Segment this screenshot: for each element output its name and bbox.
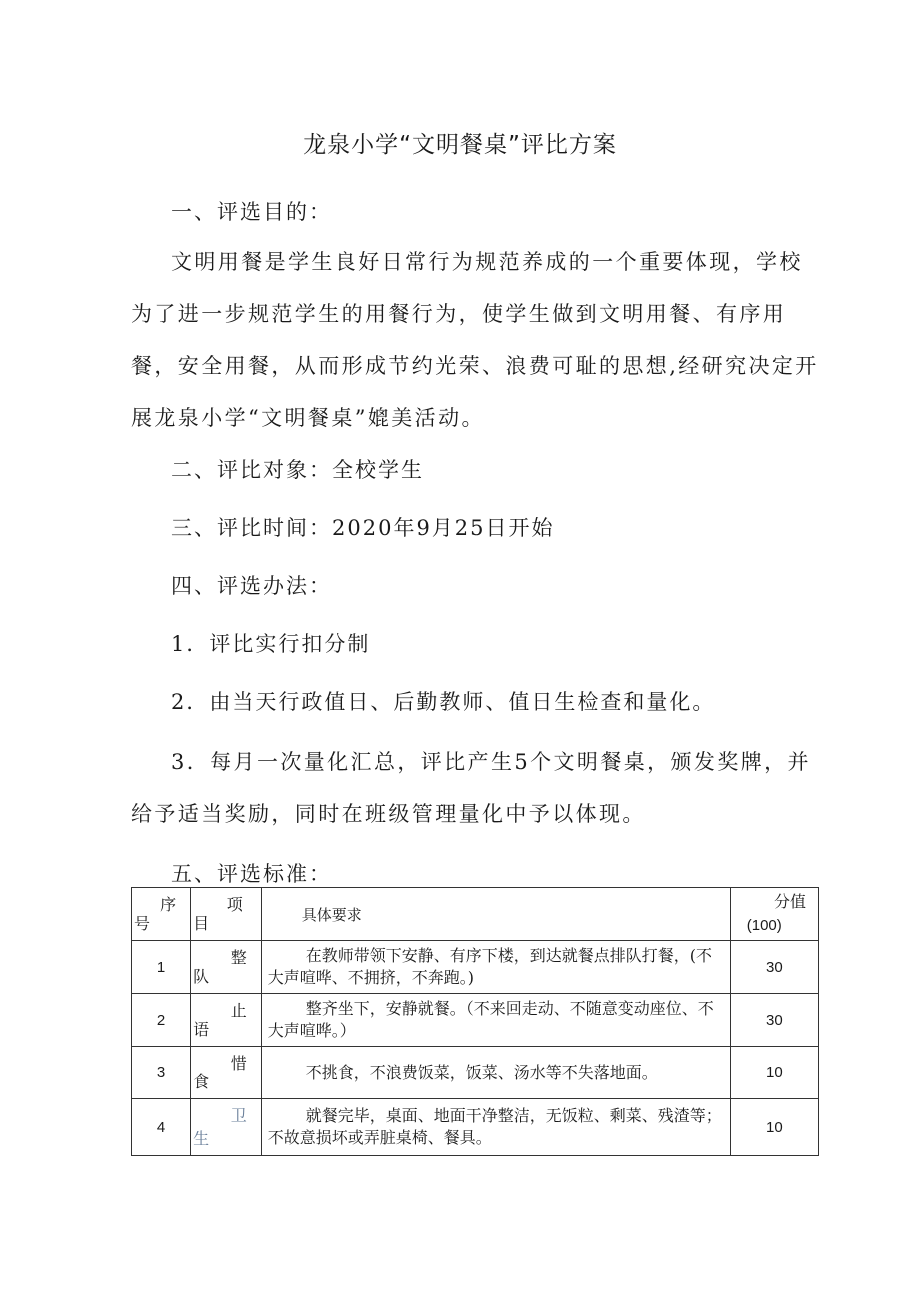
header-score-cell (730, 888, 818, 941)
row-no: 4 (132, 1099, 191, 1156)
row-item-bottom: 语 (193, 1020, 210, 1039)
section-1-body: 文明用餐是学生良好日常行为规范养成的一个重要体现，学校为了进一步规范学生的用餐行为，使学生做到文明用餐、有序用餐，安全用餐，从而形成节约光荣、浪费可耻的思想,经研究决定开展龙泉小学“文明餐桌”媲美活动。 (131, 250, 819, 430)
header-item-cell (191, 888, 262, 941)
header-req: 具体要求 (261, 888, 730, 941)
section-1-heading: 一、评选目的： (171, 200, 332, 224)
row-item-top: 止 (230, 1001, 247, 1020)
row-req: 不挑食，不浪费饭菜，饭菜、汤水等不失落地面。 (261, 1047, 730, 1099)
row-no: 2 (132, 994, 191, 1047)
row-item-top: 惜 (230, 1054, 247, 1073)
row-no: 3 (132, 1047, 191, 1099)
header-seq-top: 序 (160, 895, 177, 914)
row-item-cell (191, 1047, 262, 1099)
section-2: 二、评比对象：全校学生 (171, 458, 424, 482)
row-req: 在教师带领下安静、有序下楼，到达就餐点排队打餐，(不大声喧哗、不拥挤，不奔跑。) (261, 941, 730, 994)
row-item-bottom: 生 (193, 1129, 210, 1148)
header-item-bottom: 目 (193, 914, 210, 933)
section-3: 三、评比时间：2020年9月25日开始 (171, 516, 555, 540)
row-req: 就餐完毕，桌面、地面干净整洁，无饭粒、剩菜、残渣等；不故意损坏或弄脏桌椅、餐具。 (261, 1099, 730, 1156)
header-seq-cell (132, 888, 191, 941)
row-item-cell (191, 1099, 262, 1156)
page-title: 龙泉小学“文明餐桌”评比方案 (303, 132, 617, 158)
header-score-bottom: (100) (746, 917, 782, 934)
row-item-bottom: 食 (193, 1072, 210, 1091)
row-score: 10 (730, 1047, 818, 1099)
row-score: 30 (730, 994, 818, 1047)
table-row (132, 1047, 819, 1099)
table-row (132, 941, 819, 994)
table-row (132, 1099, 819, 1156)
row-score: 30 (730, 941, 818, 994)
header-item-top: 项 (226, 895, 243, 914)
row-item-top: 卫 (230, 1106, 247, 1125)
section-4-heading: 四、评选办法： (171, 574, 332, 598)
header-score-top: 分值 (773, 892, 806, 911)
row-no: 1 (132, 941, 191, 994)
row-item-bottom: 队 (193, 967, 210, 986)
row-item-top: 整 (230, 948, 247, 967)
table-header-row (132, 888, 819, 941)
method-item-3: 3．每月一次量化汇总，评比产生5个文明餐桌，颁发奖牌，并给予适当奖励，同时在班级管理量化中予以体现。 (131, 750, 811, 826)
table-row (132, 994, 819, 1047)
row-item-cell (191, 941, 262, 994)
header-seq-bottom: 号 (134, 914, 151, 933)
method-item-1: 1．评比实行扣分制 (171, 632, 371, 656)
section-5-heading: 五、评选标准： (171, 862, 332, 886)
row-req: 整齐坐下，安静就餐。（不来回走动、不随意变动座位、不大声喧哗。） (261, 994, 730, 1047)
row-score: 10 (730, 1099, 818, 1156)
method-item-2: 2．由当天行政值日、后勤教师、值日生检查和量化。 (171, 690, 716, 714)
row-item-cell (191, 994, 262, 1047)
criteria-table (131, 887, 819, 1156)
